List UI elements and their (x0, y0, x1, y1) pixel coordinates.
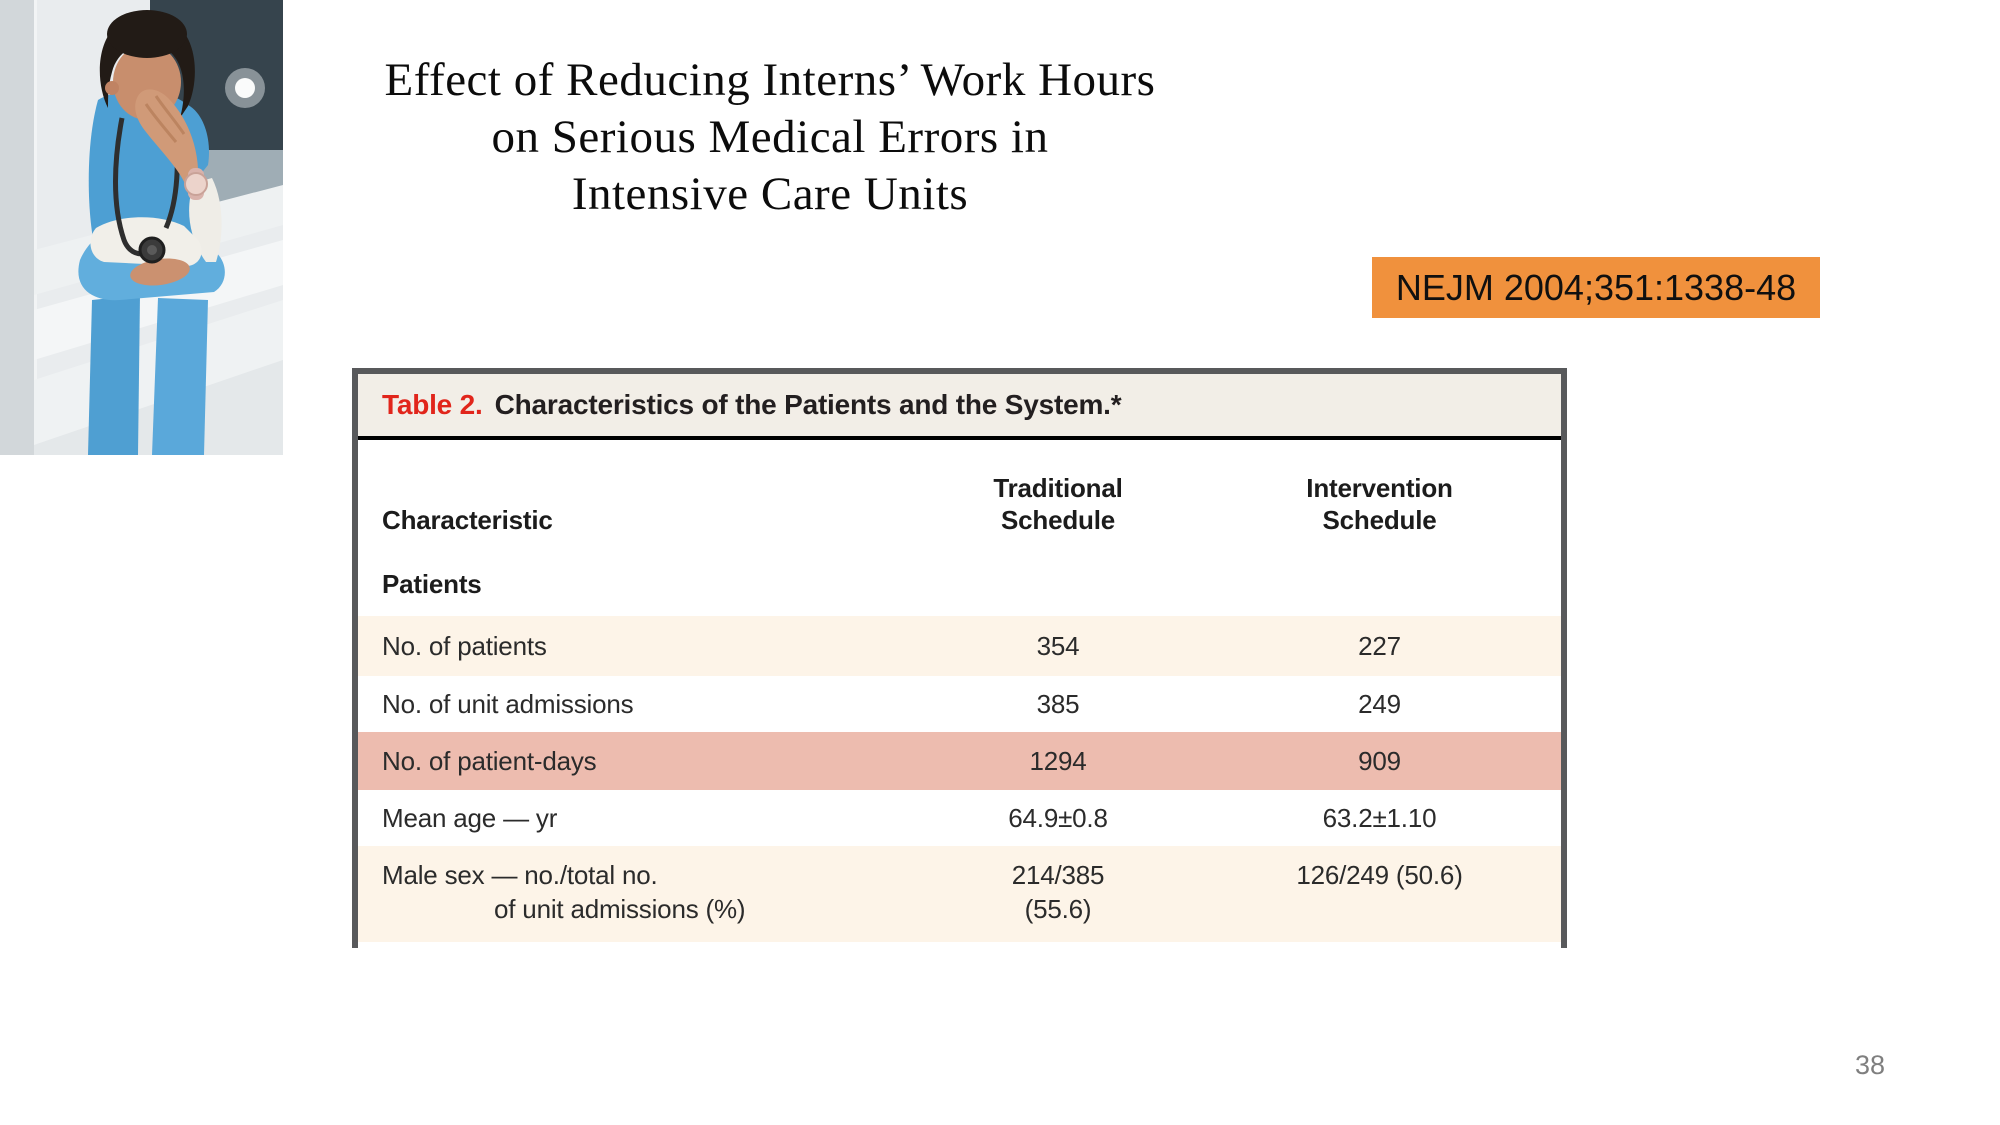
table-row: Mean age — yr 64.9±0.8 63.2±1.10 (358, 790, 1561, 846)
table-column-headers (358, 440, 1561, 552)
tired-clinician-photo (0, 0, 283, 455)
table-row: Male sex — no./total no. of unit admissions (%) 214/385 (55.6) 126/249 (50.6) (358, 846, 1561, 942)
article-title (300, 52, 1240, 223)
title-line-2: on Serious Medical Errors in (491, 111, 1049, 163)
table-group-header: Patients (382, 568, 482, 599)
table-row: No. of unit admissions 385 249 (358, 676, 1561, 732)
title-line-1: Effect of Reducing Interns’ Work Hours (384, 54, 1156, 106)
table-bottom-crop (358, 942, 1561, 948)
table-caption-text: Characteristics of the Patients and the System.* (494, 389, 1122, 420)
title-line-3: Intensive Care Units (571, 168, 969, 220)
table-row-highlighted: No. of patient-days 1294 909 (358, 732, 1561, 790)
tired-clinician-illustration (0, 0, 283, 455)
column-header-characteristic: Characteristic (382, 505, 553, 535)
table-caption-number: Table 2. (382, 389, 483, 420)
citation-badge: NEJM 2004;351:1338-48 (1372, 257, 1820, 318)
table-row: No. of patients 354 227 (358, 616, 1561, 676)
table-caption (358, 374, 1561, 440)
column-header-intervention: Intervention Schedule (1306, 473, 1453, 535)
slide-page-number: 38 (1855, 1050, 1886, 1080)
column-header-traditional: Traditional Schedule (993, 473, 1123, 535)
patients-characteristics-table (352, 368, 1567, 948)
